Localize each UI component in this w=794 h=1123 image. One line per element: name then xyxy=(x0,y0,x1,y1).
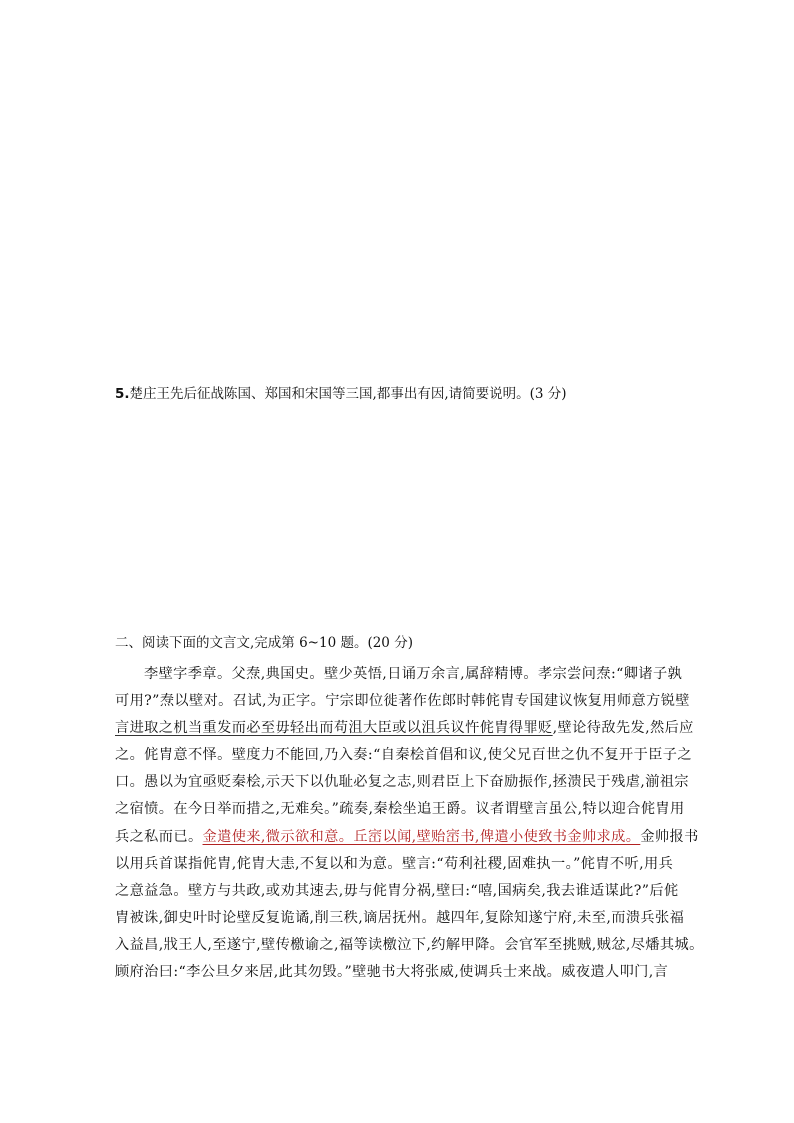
passage-line xyxy=(115,688,690,715)
passage-text: 可用?”焘以壁对。召试,为正字。宁宗即位徙著作佐郎时韩侂胄专国建议恢复用师意方锐壁 xyxy=(115,693,690,710)
passage-line xyxy=(115,878,683,905)
question-5 xyxy=(115,384,695,404)
passage-text: 李壁字季章。父焘,典国史。壁少英悟,日诵万余言,属辞精博。孝宗尝问焘:“卿诸子孰 xyxy=(144,666,683,682)
passage-text: 顾府治曰:“李公旦夕来居,此其勿毁。”壁驰书大将张威,使调兵士来战。威夜遣人叩门,言 xyxy=(115,964,669,981)
section-heading: 二、阅读下面的文言文,完成第 6~10 题。(20 分) xyxy=(115,635,413,651)
passage-line xyxy=(115,932,704,959)
passage-text: 胄被诛,御史叶时论壁反复诡谲,削三秩,谪居抚州。越四年,复除知遂宁府,未至,而溃兵张福 xyxy=(115,909,685,926)
passage-text: 金帅报书 xyxy=(640,828,699,845)
passage-line xyxy=(115,824,699,851)
passage-line xyxy=(115,661,683,688)
passage-text: 兵之私而已。 xyxy=(115,828,203,845)
passage-line xyxy=(115,742,692,769)
question-number: 5. xyxy=(115,386,130,402)
passage-text: 以用兵首谋指侂胄,侂胄大恚,不复以和为意。壁言:“苟利社稷,固难执一。”侂胄不听,用兵 xyxy=(115,855,674,872)
passage-text: 之。侂胄意不怿。壁度力不能回,乃入奏:“自秦桧首倡和议,使父兄百世之仇不复开于臣子之 xyxy=(115,747,692,764)
passage-line xyxy=(115,796,683,823)
passage-line xyxy=(115,959,683,986)
passage-line xyxy=(115,769,689,796)
passage-text: 之宿愤。在今日举而措之,无难矣。”疏奏,秦桧坐追王爵。议者谓壁言虽公,特以迎合侂胄用 xyxy=(115,801,685,818)
passage-text: 口。愚以为宜亟贬秦桧,示天下以仇耻必复之志,则君臣上下奋励振作,拯溃民于残虐,湔祖宗 xyxy=(115,774,689,791)
passage-text: ,壁论待敌先发,然后应 xyxy=(552,720,694,737)
passage-text: 之意益急。壁方与共政,或劝其速去,毋与侂胄分祸,壁曰:“嘻,国病矣,我去谁适谋此?”后侂 xyxy=(115,882,679,899)
question-text: 楚庄王先后征战陈国、郑国和宋国等三国,都事出有因,请简要说明。(3 分) xyxy=(129,386,567,402)
passage-text: 入益昌,戕王人,至遂宁,壁传檄谕之,福等读檄泣下,约解甲降。会官军至挑贼,贼忿,尽燔其城。 xyxy=(115,936,704,953)
passage-line xyxy=(115,715,694,742)
highlighted-sentence: 金遣使来,微示欲和意。丘崈以闻,壁贻崈书,俾遣小使致书金帅求成。 xyxy=(202,828,641,845)
passage-line xyxy=(115,851,683,878)
passage-line xyxy=(115,905,683,932)
underlined-sentence: 言进取之机当重发而必至毋轻出而苟沮大臣或以沮兵议忤侂胄得罪贬 xyxy=(115,720,553,737)
classical-chinese-passage xyxy=(115,661,704,986)
